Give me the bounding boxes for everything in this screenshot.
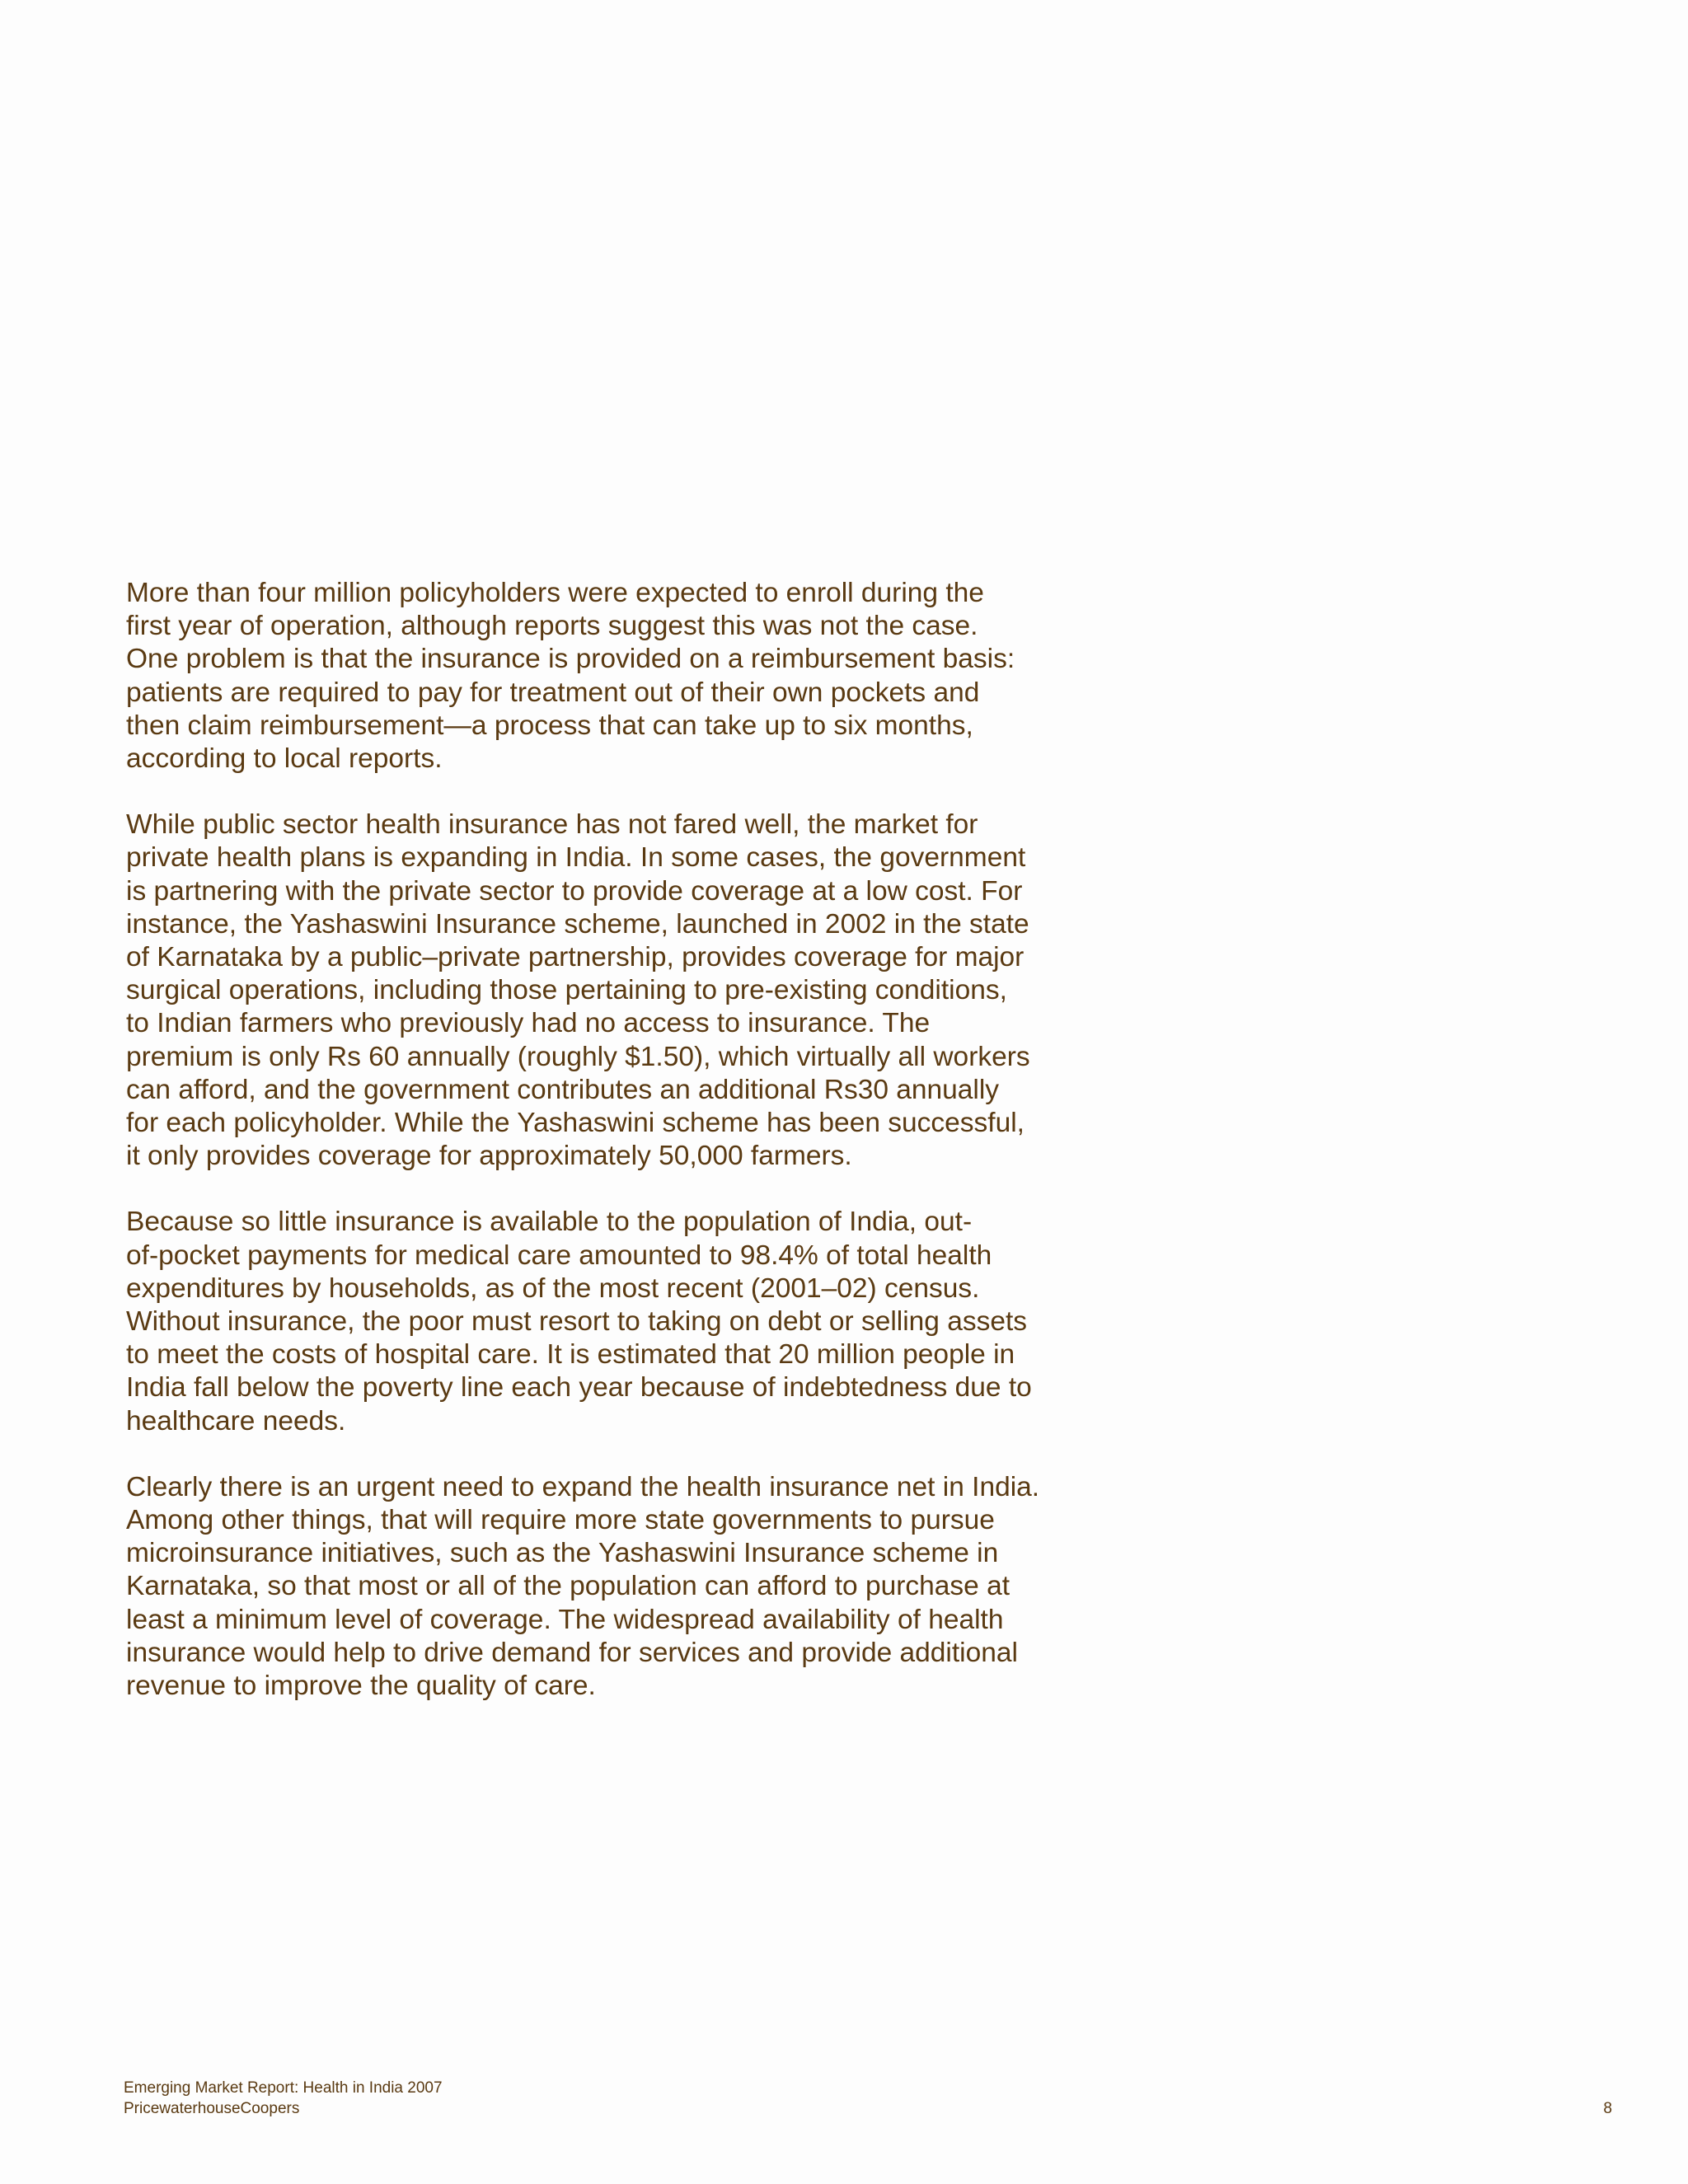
paragraph-enrollment: More than four million policyholders were expected to enroll during the first year of operation, although reports suggest this was not the case. One problem is that the insurance is provided on a reimbursement basis: patients are required to pay for treatment out of their own pockets and then claim reimbursement—a process that can take up to six months, according to local reports. [126,578,1015,775]
paragraph-private-plans: While public sector health insurance has not fared well, the market for private health plans is expanding in India. In some cases, the government is partnering with the private sector to provide coverage at a low cost. For instance, the Yashaswini Insurance scheme, launched in 2002 in the state of Karnataka by a public–private partnership, provides coverage for major surgical operations, including those pertaining to pre-existing conditions, to Indian farmers who previously had no access to insurance. The premium is only Rs 60 annually (roughly $1.50), which virtually all workers can afford, and the government contributes an additional Rs30 annually for each policyholder. While the Yashaswini scheme has been successful, it only provides coverage for approximately 50,000 farmers. [126,809,1030,1172]
footer-report-title: Emerging Market Report: Health in India 2007 [124,2079,443,2097]
body-text [126,577,1099,1736]
page-number: 8 [1603,2100,1612,2117]
paragraph-conclusion: Clearly there is an urgent need to expand the health insurance net in India. Among other things, that will require more state governments to pursue microinsurance initiatives, such as the Yashaswini Insurance scheme in Karnataka, so that most or all of the population can afford to purchase at least a minimum level of coverage. The widespread availability of health insurance would help to drive demand for services and provide additional revenue to improve the quality of care. [126,1471,1040,1702]
paragraph-out-of-pocket: Because so little insurance is available to the population of India, out- of-pocket payments for medical care amounted to 98.4% of total health expenditures by households, as of the most recent (2001–02) census. Without insurance, the poor must resort to taking on debt or selling assets to meet the costs of hospital care. It is estimated that 20 million people in India fall below the poverty line each year because of indebtedness due to healthcare needs. [126,1207,1032,1436]
footer-publisher: PricewaterhouseCoopers [124,2100,300,2117]
footer [124,2078,443,2119]
